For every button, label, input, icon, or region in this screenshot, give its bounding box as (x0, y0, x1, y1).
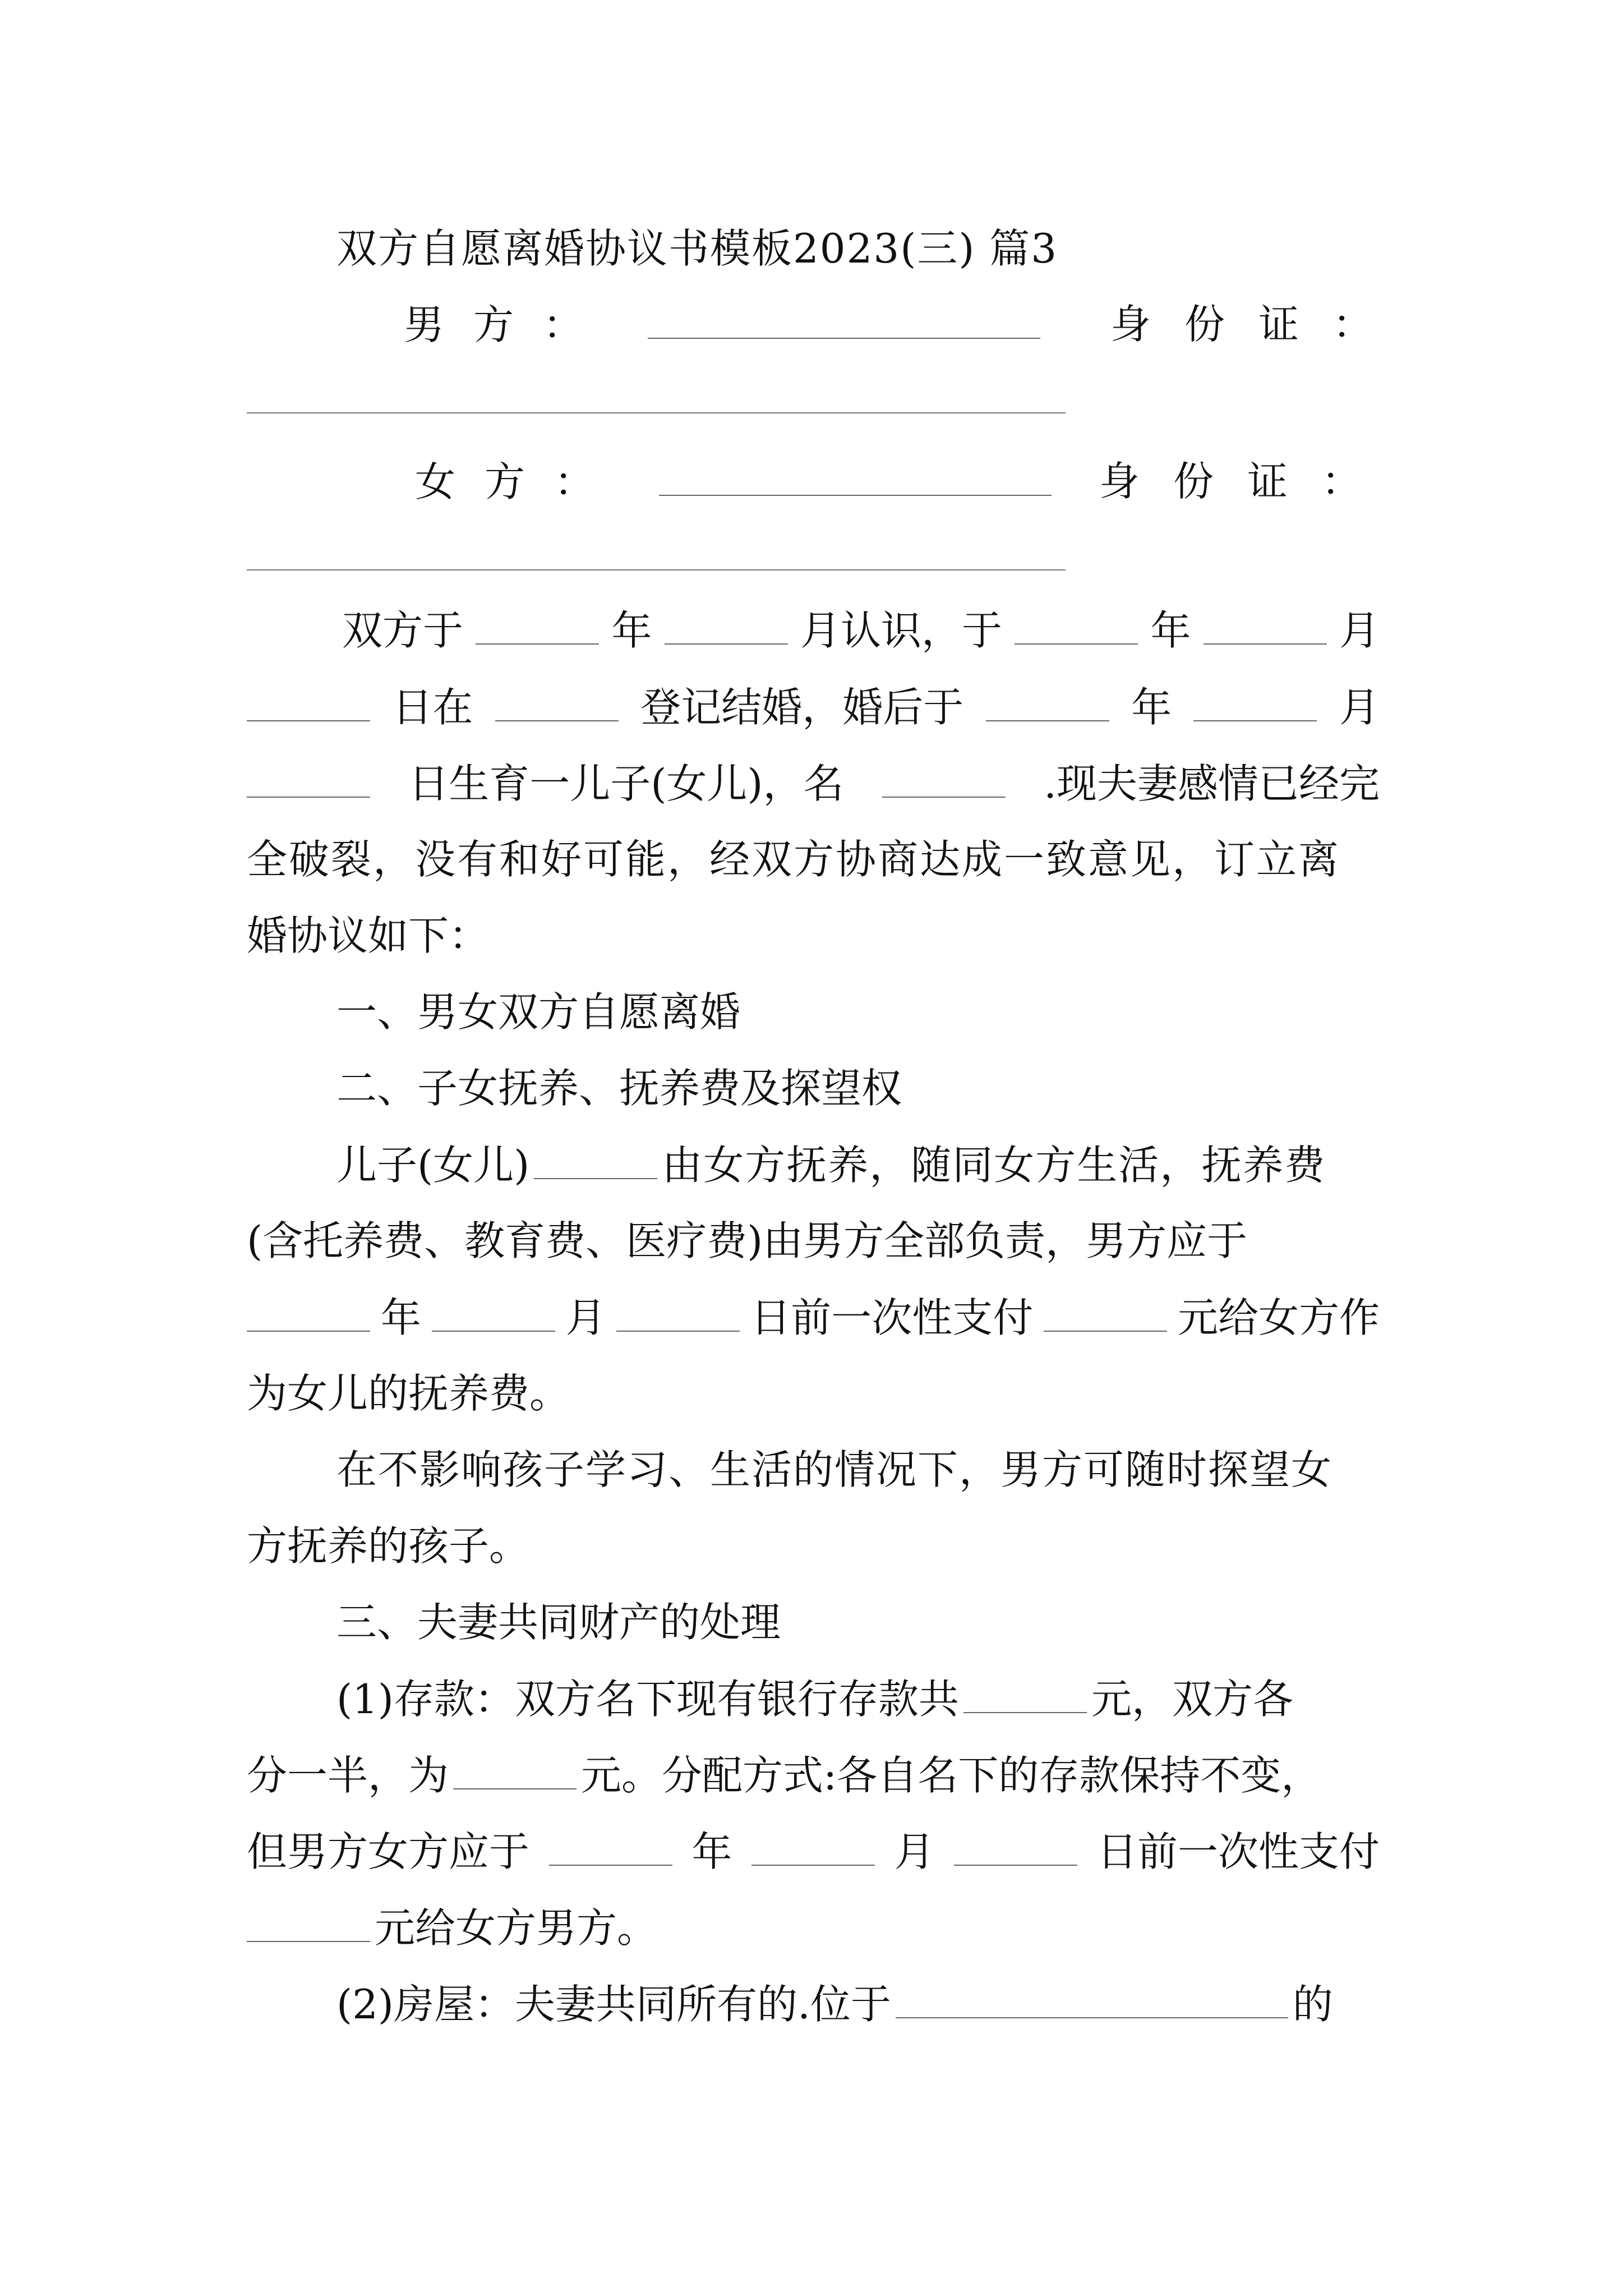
text: 日生育一儿子(女儿)，名 (408, 760, 844, 807)
female-id-label: 身份证： (1099, 458, 1396, 505)
p3-line1: 在不影响孩子学习、生活的情况下，男方可随时探望女 (336, 1446, 1333, 1493)
male-label: 男方： (404, 301, 613, 348)
text: 月 (1339, 684, 1380, 731)
text: (1)存款：双方名下现有银行存款共 (336, 1676, 959, 1723)
p2-line3 (247, 1290, 1380, 1344)
text: 元给女方男方。 (375, 1904, 658, 1952)
section-3-heading: 三、夫妻共同财产的处理 (336, 1599, 781, 1646)
female-line (415, 454, 1396, 508)
text: 年 (1150, 607, 1191, 654)
p1-line1 (342, 603, 1380, 657)
month-blank[interactable] (665, 603, 788, 645)
child-name-blank[interactable] (882, 756, 1006, 798)
p3-line2: 方抚养的孩子。 (247, 1522, 530, 1570)
p2-line1 (336, 1138, 1380, 1191)
year-blank[interactable] (549, 1824, 672, 1866)
day-blank[interactable] (247, 756, 370, 798)
p4-line4 (247, 1901, 657, 1954)
text: 儿子(女儿) (336, 1142, 530, 1189)
text: (2)房屋：夫妻共同所有的.位于 (336, 1981, 891, 2028)
place-blank[interactable] (495, 680, 619, 721)
amount-blank[interactable] (1044, 1290, 1167, 1332)
p1-line3 (247, 756, 1380, 810)
text: .现夫妻感情已经完 (1044, 760, 1380, 807)
text: 年 (611, 607, 652, 654)
text: 月 (1339, 607, 1380, 654)
p4-line2 (247, 1748, 1380, 1802)
month-blank[interactable] (1204, 603, 1327, 645)
text: 日前一次性支付 (750, 1294, 1034, 1341)
text: 月 (894, 1828, 935, 1875)
day-blank[interactable] (954, 1824, 1077, 1866)
male-id-blank[interactable] (247, 412, 1066, 413)
p2-line2: (含托养费、教育费、医疗费)由男方全部负责，男方应于 (247, 1217, 1248, 1264)
text: 年 (1131, 684, 1172, 731)
deposit-total-blank[interactable] (963, 1672, 1087, 1713)
male-name-blank[interactable] (648, 297, 1040, 339)
female-label: 女方： (415, 458, 624, 505)
deposit-half-blank[interactable] (453, 1748, 577, 1789)
p5-line1 (336, 1977, 1380, 2031)
year-blank[interactable] (986, 680, 1109, 721)
male-id-label: 身份证： (1110, 301, 1407, 348)
year-blank[interactable] (247, 1290, 370, 1332)
amount-blank[interactable] (247, 1901, 370, 1942)
p1-line4: 全破裂，没有和好可能，经双方协商达成一致意见，订立离 (247, 836, 1341, 883)
text: 年 (380, 1294, 421, 1341)
p1-line5: 婚协议如下： (247, 912, 490, 959)
section-1-heading: 一、男女双方自愿离婚 (336, 988, 741, 1036)
female-name-blank[interactable] (659, 454, 1052, 496)
text: 月 (565, 1294, 606, 1341)
p2-line4: 为女儿的抚养费。 (247, 1370, 570, 1417)
text: 登记结婚，婚后于 (640, 684, 964, 731)
house-location-blank[interactable] (896, 1977, 1288, 2018)
year-blank[interactable] (1015, 603, 1138, 645)
p4-line3 (247, 1824, 1380, 1878)
text: 分一半，为 (247, 1752, 449, 1799)
text: 元给女方作 (1177, 1294, 1380, 1341)
month-blank[interactable] (432, 1290, 555, 1332)
text: 的 (1292, 1981, 1333, 2028)
month-blank[interactable] (1193, 680, 1317, 721)
text: 元，双方各 (1091, 1676, 1294, 1723)
male-line (404, 297, 1407, 351)
month-blank[interactable] (751, 1824, 875, 1866)
child-name-blank[interactable] (534, 1138, 657, 1179)
text: 日在 (392, 684, 473, 731)
text: 日前一次性支付 (1096, 1828, 1380, 1875)
text: 但男方女方应于 (247, 1828, 530, 1875)
p4-line1 (336, 1672, 1380, 1726)
text: 由女方抚养，随同女方生活，抚养费 (662, 1142, 1326, 1189)
text: 月认识，于 (800, 607, 1002, 654)
section-2-heading: 二、子女抚养、抚养费及探望权 (336, 1065, 902, 1112)
text: 双方于 (342, 607, 464, 654)
year-blank[interactable] (476, 603, 599, 645)
text: 元。分配方式:各自名下的存款保持不变， (581, 1752, 1322, 1799)
day-blank[interactable] (247, 680, 370, 721)
day-blank[interactable] (616, 1290, 740, 1332)
p1-line2 (247, 680, 1380, 734)
document-title: 双方自愿离婚协议书模板2023(三) 篇3 (336, 225, 1058, 272)
text: 年 (691, 1828, 732, 1875)
female-id-blank[interactable] (247, 569, 1066, 570)
